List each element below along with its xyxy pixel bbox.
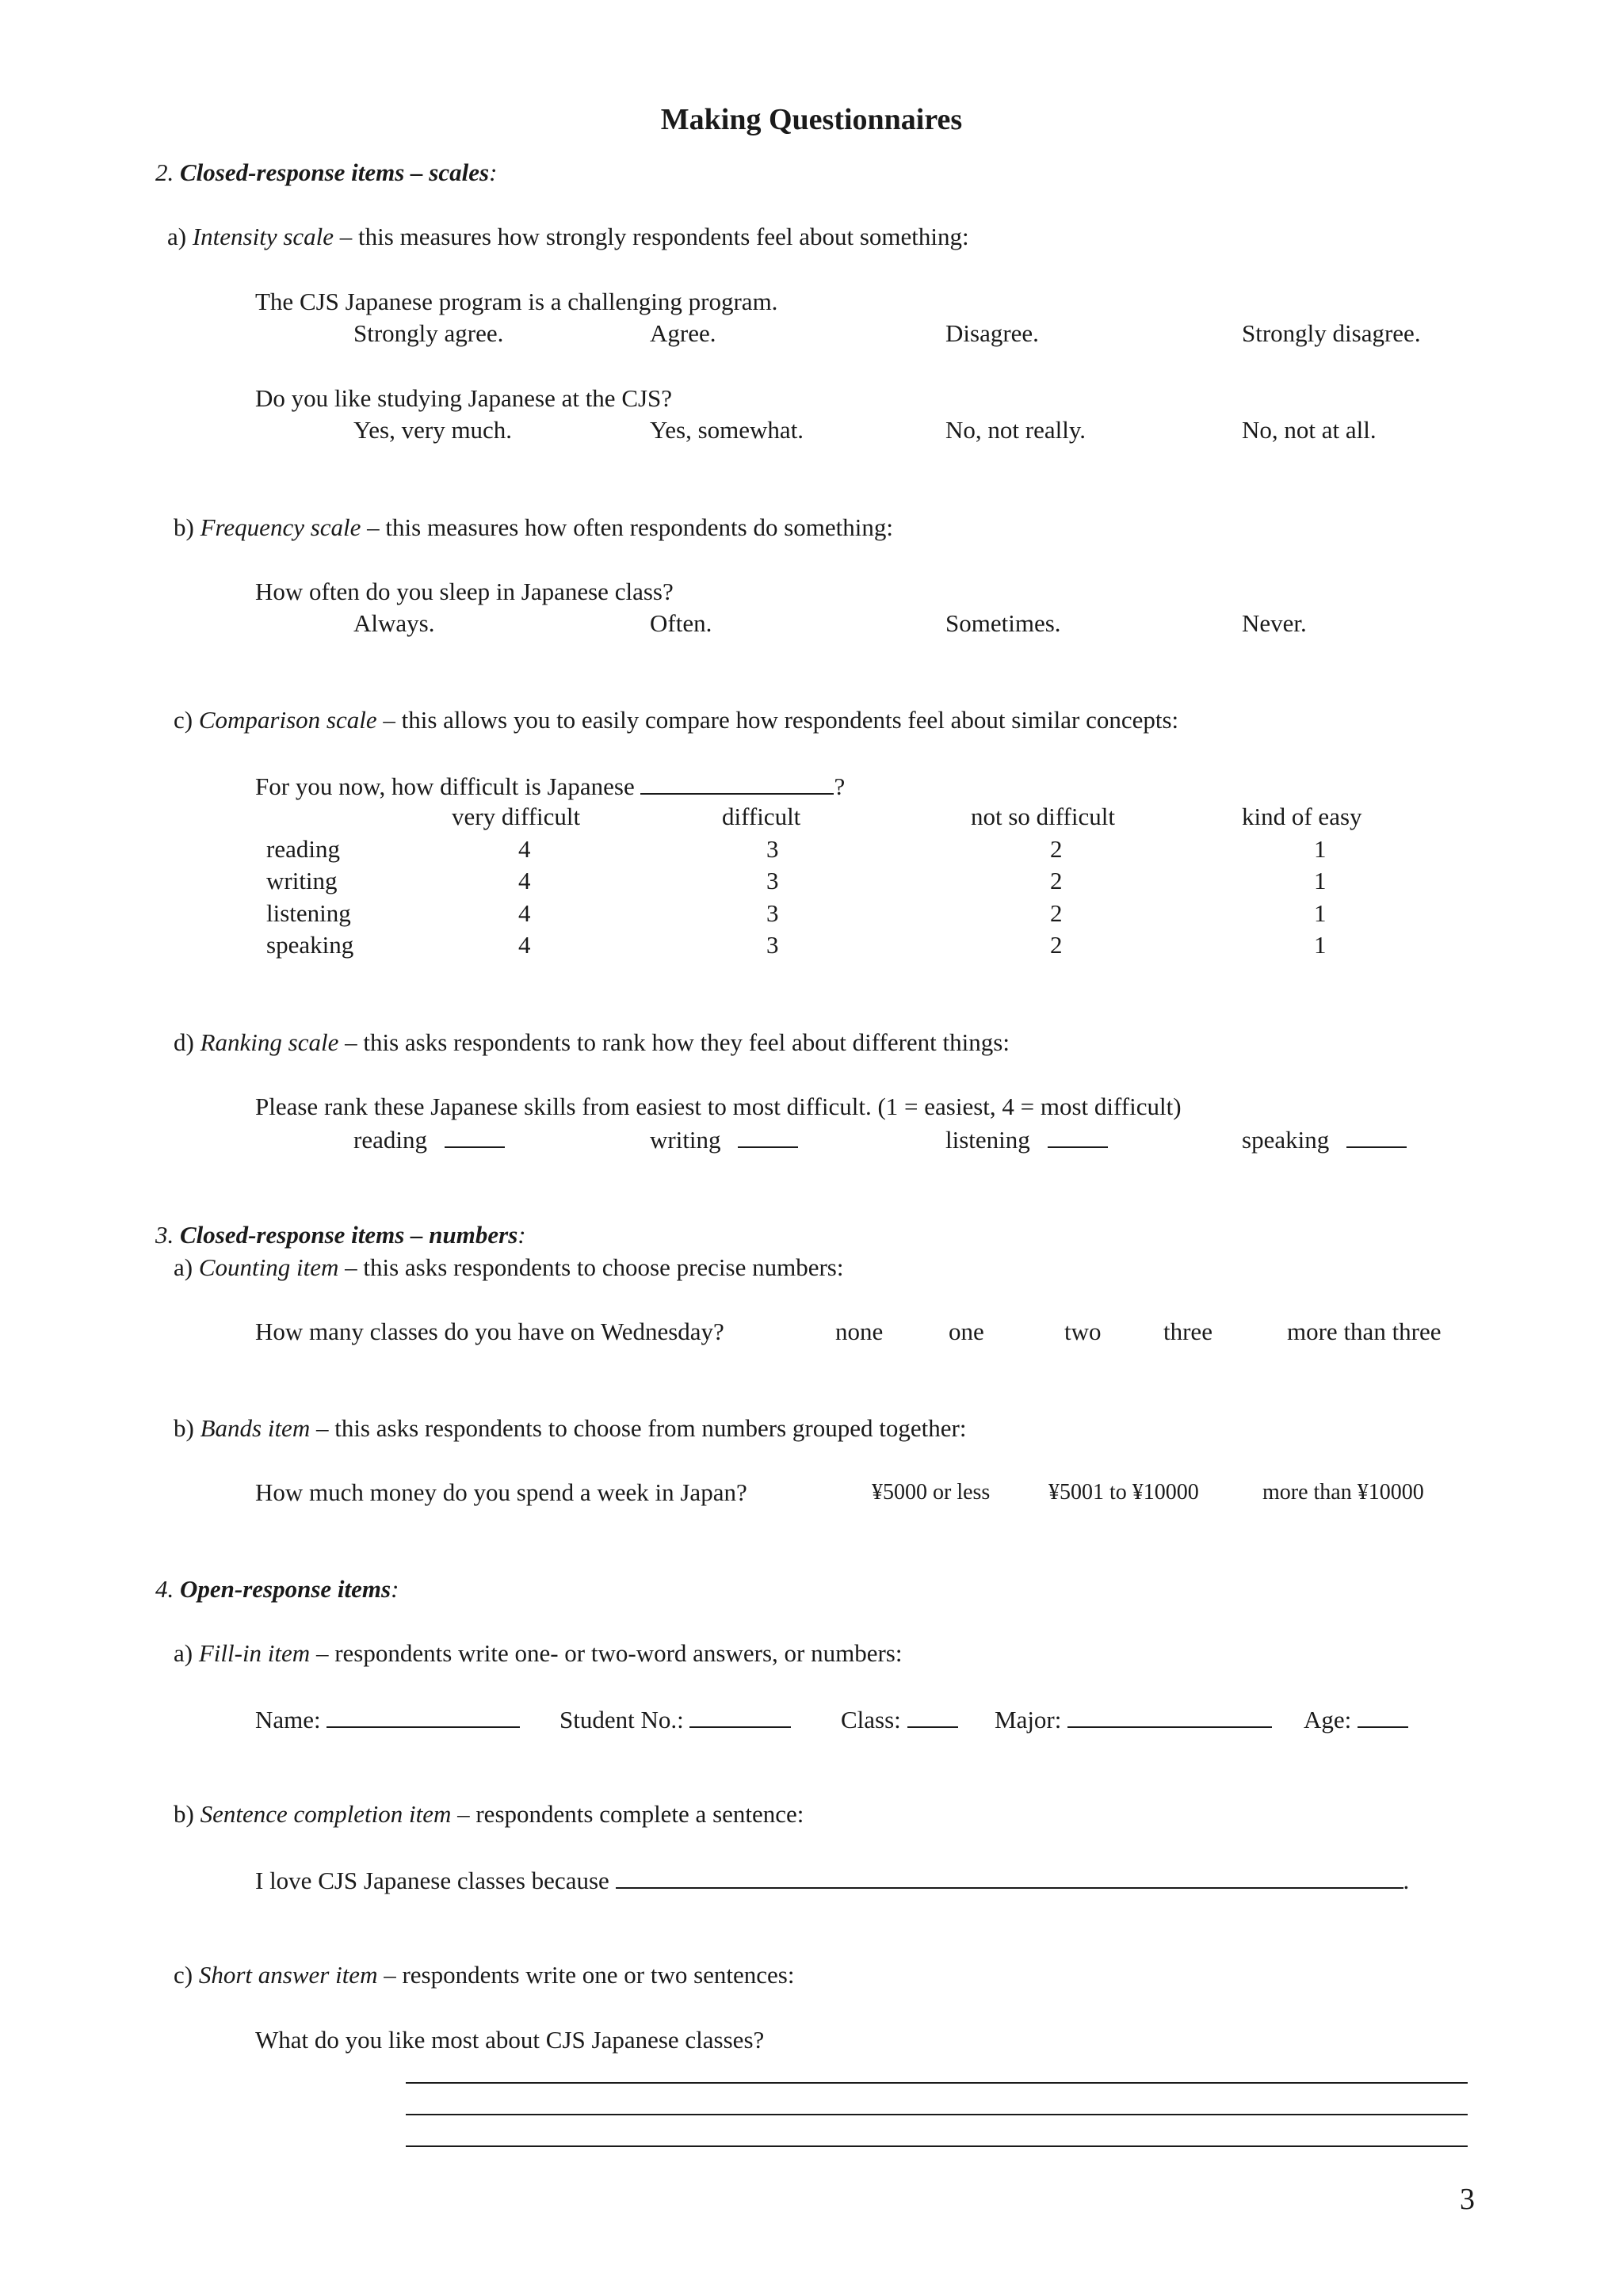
option-one[interactable]: one <box>949 1318 984 1345</box>
item-desc: – this asks respondents to choose from numbers grouped together: <box>310 1414 967 1442</box>
rating-3[interactable]: 3 <box>766 867 779 894</box>
item-term: Sentence completion item <box>200 1800 452 1828</box>
item-letter: a) <box>167 223 187 250</box>
class-field <box>841 1706 958 1732</box>
section-title: Open-response items <box>180 1575 391 1603</box>
question-text: For you now, how difficult is Japanese <box>255 772 635 800</box>
row-label: speaking <box>266 931 354 959</box>
sentence-blank[interactable] <box>616 1867 1403 1889</box>
rank-blank[interactable] <box>445 1126 505 1148</box>
bands-item-heading <box>174 1416 966 1440</box>
column-header: very difficult <box>452 803 581 830</box>
rating-4[interactable]: 4 <box>518 835 531 863</box>
rating-4[interactable]: 4 <box>518 867 531 894</box>
rank-label: writing <box>650 1126 721 1154</box>
item-desc: – respondents write one or two sentences: <box>377 1961 795 1989</box>
major-field <box>995 1706 1272 1732</box>
item-desc: – this asks respondents to rank how they feel about different things: <box>338 1028 1010 1056</box>
rank-reading <box>353 1126 505 1152</box>
item-term: Bands item <box>200 1414 311 1442</box>
section-4-heading <box>155 1577 399 1601</box>
item-letter: a) <box>174 1639 193 1667</box>
rank-label: reading <box>353 1126 427 1154</box>
option-strongly-agree[interactable]: Strongly agree. <box>353 319 504 347</box>
item-letter: b) <box>174 1414 194 1442</box>
age-field <box>1304 1706 1408 1732</box>
question-text: Do you like studying Japanese at the CJS? <box>255 384 673 412</box>
frequency-scale-heading <box>174 515 893 540</box>
page-number: 3 <box>1460 2183 1475 2216</box>
question-text: I love CJS Japanese classes because <box>255 1867 609 1894</box>
rating-1[interactable]: 1 <box>1314 931 1327 959</box>
colon: : <box>391 1575 399 1603</box>
short-answer-heading <box>174 1962 794 1987</box>
section-number: 3. <box>155 1221 174 1249</box>
option-sometimes[interactable]: Sometimes. <box>945 609 1061 637</box>
question-text: What do you like most about CJS Japanese classes? <box>255 2026 765 2054</box>
sentence-completion-heading <box>174 1802 804 1826</box>
rating-2[interactable]: 2 <box>1050 867 1063 894</box>
rank-blank[interactable] <box>738 1126 798 1148</box>
field-label: Name: <box>255 1706 321 1733</box>
question-text: The CJS Japanese program is a challenging program. <box>255 288 778 315</box>
option-disagree[interactable]: Disagree. <box>945 319 1039 347</box>
option-yes-somewhat[interactable]: Yes, somewhat. <box>650 416 804 444</box>
item-desc: – respondents write one- or two-word answers, or numbers: <box>310 1639 903 1667</box>
option-strongly-disagree[interactable]: Strongly disagree. <box>1242 319 1421 347</box>
blank-line[interactable] <box>640 772 834 795</box>
question-text: Please rank these Japanese skills from easiest to most difficult. (1 = easiest, 4 = most difficult) <box>255 1093 1182 1120</box>
student-no-field <box>559 1706 791 1732</box>
item-desc: – this measures how often respondents do something: <box>361 513 893 541</box>
rating-3[interactable]: 3 <box>766 899 779 927</box>
section-number: 4. <box>155 1575 174 1603</box>
item-term: Comparison scale <box>198 706 377 734</box>
option-5000-or-less[interactable]: ¥5000 or less <box>872 1480 991 1505</box>
rank-blank[interactable] <box>1346 1126 1407 1148</box>
question-text: How many classes do you have on Wednesday? <box>255 1318 724 1345</box>
section-title: Closed-response items – scales <box>180 158 490 186</box>
rank-label: listening <box>945 1126 1030 1154</box>
item-term: Counting item <box>198 1253 339 1281</box>
item-letter: b) <box>174 1800 194 1828</box>
item-term: Frequency scale <box>200 513 361 541</box>
item-term: Ranking scale <box>200 1028 339 1056</box>
item-term: Fill-in item <box>198 1639 311 1667</box>
rating-2[interactable]: 2 <box>1050 899 1063 927</box>
item-letter: d) <box>174 1028 194 1056</box>
rating-2[interactable]: 2 <box>1050 835 1063 863</box>
rating-4[interactable]: 4 <box>518 899 531 927</box>
sentence-completion-question <box>255 1867 1409 1893</box>
item-letter: a) <box>174 1253 193 1281</box>
column-header: not so difficult <box>971 803 1115 830</box>
item-desc: – respondents complete a sentence: <box>451 1800 804 1828</box>
option-often[interactable]: Often. <box>650 609 712 637</box>
field-label: Student No.: <box>559 1706 684 1733</box>
rating-1[interactable]: 1 <box>1314 867 1327 894</box>
rank-label: speaking <box>1242 1126 1330 1154</box>
field-label: Age: <box>1304 1706 1352 1733</box>
fill-in-item-heading <box>174 1641 902 1665</box>
section-2-heading <box>155 160 497 185</box>
section-number: 2. <box>155 158 174 186</box>
item-desc: – this measures how strongly respondents feel about something: <box>334 223 969 250</box>
option-none[interactable]: none <box>835 1318 884 1345</box>
name-input[interactable] <box>327 1706 520 1728</box>
rank-blank[interactable] <box>1048 1126 1108 1148</box>
rating-4[interactable]: 4 <box>518 931 531 959</box>
student-no-input[interactable] <box>689 1706 791 1728</box>
option-yes-very-much[interactable]: Yes, very much. <box>353 416 513 444</box>
answer-line[interactable] <box>406 2145 1468 2147</box>
row-label: reading <box>266 835 340 863</box>
option-more-than-10000[interactable]: more than ¥10000 <box>1262 1480 1424 1505</box>
option-more-than-three[interactable]: more than three <box>1287 1318 1442 1345</box>
option-agree[interactable]: Agree. <box>650 319 716 347</box>
item-letter: b) <box>174 513 194 541</box>
rating-1[interactable]: 1 <box>1314 835 1327 863</box>
question-text: How much money do you spend a week in Japan? <box>255 1478 747 1506</box>
field-label: Class: <box>841 1706 901 1733</box>
item-desc: – this asks respondents to choose precise numbers: <box>338 1253 844 1281</box>
rating-2[interactable]: 2 <box>1050 931 1063 959</box>
option-no-not-at-all[interactable]: No, not at all. <box>1242 416 1377 444</box>
rank-writing <box>650 1126 798 1152</box>
rank-listening <box>945 1126 1108 1152</box>
item-term: Intensity scale <box>192 223 334 250</box>
item-letter: c) <box>174 1961 193 1989</box>
option-two[interactable]: two <box>1064 1318 1102 1345</box>
intensity-scale-heading <box>167 224 969 249</box>
question-text: How often do you sleep in Japanese class? <box>255 578 674 605</box>
item-letter: c) <box>174 706 193 734</box>
rank-speaking <box>1242 1126 1407 1152</box>
item-term: Short answer item <box>198 1961 378 1989</box>
section-title: Closed-response items – numbers <box>180 1221 518 1249</box>
name-field <box>255 1706 520 1732</box>
option-5001-to-10000[interactable]: ¥5001 to ¥10000 <box>1048 1480 1199 1505</box>
comparison-scale-heading <box>174 707 1178 732</box>
option-always[interactable]: Always. <box>353 609 435 637</box>
question-end: ? <box>834 772 846 800</box>
rating-3[interactable]: 3 <box>766 835 779 863</box>
ranking-scale-heading <box>174 1030 1010 1055</box>
column-header: difficult <box>722 803 801 830</box>
section-3-heading <box>155 1222 526 1247</box>
rating-1[interactable]: 1 <box>1314 899 1327 927</box>
row-label: writing <box>266 867 338 894</box>
age-input[interactable] <box>1358 1706 1408 1728</box>
rating-3[interactable]: 3 <box>766 931 779 959</box>
comparison-question <box>255 772 845 799</box>
question-end: . <box>1403 1867 1410 1894</box>
answer-line[interactable] <box>406 2082 1468 2084</box>
column-header: kind of easy <box>1242 803 1362 830</box>
row-label: listening <box>266 899 351 927</box>
answer-line[interactable] <box>406 2114 1468 2115</box>
major-input[interactable] <box>1067 1706 1272 1728</box>
colon: : <box>489 158 498 186</box>
option-three[interactable]: three <box>1163 1318 1212 1345</box>
class-input[interactable] <box>907 1706 958 1728</box>
colon: : <box>517 1221 526 1249</box>
page-title: Making Questionnaires <box>660 103 963 136</box>
item-desc: – this allows you to easily compare how respondents feel about similar concepts: <box>376 706 1179 734</box>
option-no-not-really[interactable]: No, not really. <box>945 416 1086 444</box>
field-label: Major: <box>995 1706 1062 1733</box>
counting-item-heading <box>174 1255 843 1280</box>
option-never[interactable]: Never. <box>1242 609 1307 637</box>
